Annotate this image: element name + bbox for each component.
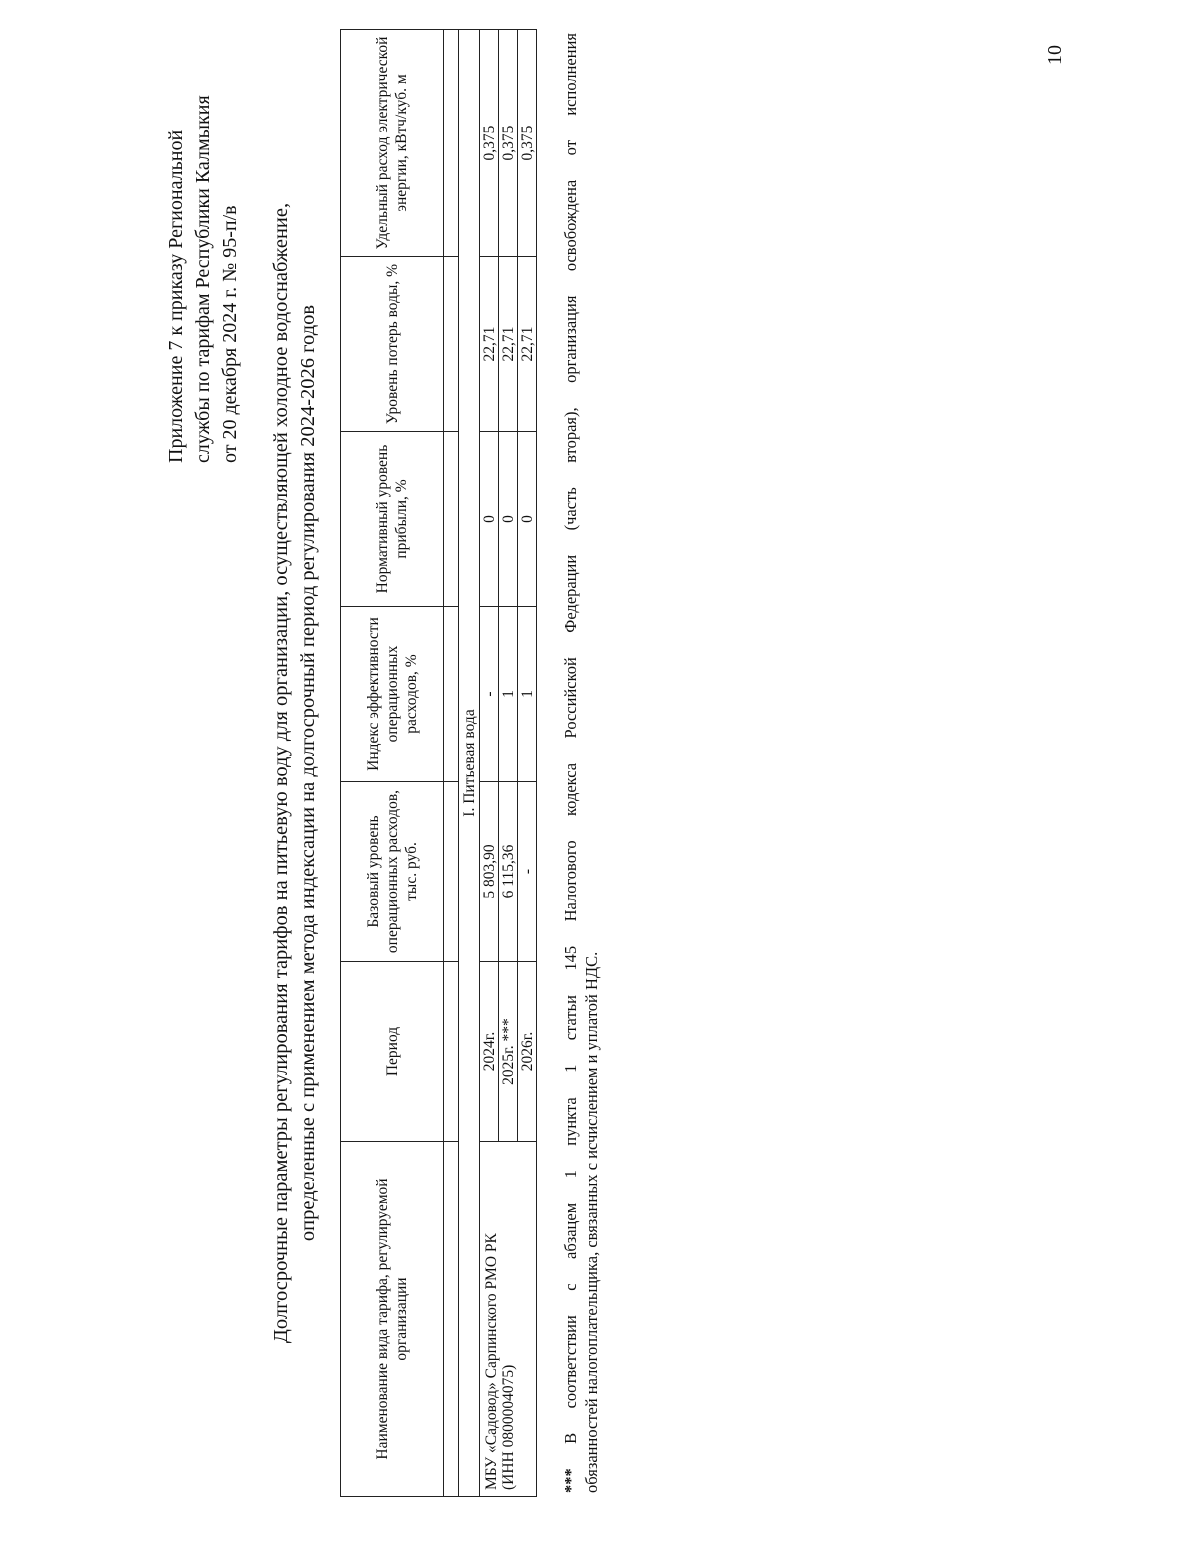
header-name: Наименование вида тарифа, регулируемой организации [341, 1142, 444, 1497]
profit-cell: 0 [499, 432, 518, 607]
column-number-cell [444, 30, 459, 257]
approval-line: от 20 декабря 2024 г. № 95-п/в [219, 205, 241, 463]
footnote-line: обязанностей налогоплательщика, связанных с исчислением и уплатой НДС. [582, 951, 601, 1493]
column-number-row [444, 30, 459, 1497]
title-line: определенные с применением метода индексации на долгосрочный период регулирования 2024-2026 годов [297, 304, 319, 1242]
header-efficiency: Индекс эффективности операционных расходов, % [341, 607, 444, 782]
section-title: I. Питьевая вода [459, 30, 480, 1497]
table-row [480, 30, 499, 1497]
efficiency-cell: 1 [499, 607, 518, 782]
period-cell: 2024г. [480, 962, 499, 1142]
document-title [268, 53, 322, 1493]
efficiency-cell: 1 [518, 607, 537, 782]
losses-cell: 22,71 [518, 257, 537, 432]
profit-cell: 0 [480, 432, 499, 607]
organization-name: МБУ «Садовод» Сарпинского РМО РК [483, 1233, 500, 1490]
losses-cell: 22,71 [480, 257, 499, 432]
period-cell: 2025г. *** [499, 962, 518, 1142]
table-header-row [341, 30, 444, 1497]
column-number-cell [444, 607, 459, 782]
efficiency-cell: - [480, 607, 499, 782]
approval-block [163, 33, 244, 463]
energy-cell: 0,375 [499, 30, 518, 257]
column-number-cell [444, 962, 459, 1142]
organization-inn: (ИНН 0800004075) [500, 1364, 517, 1490]
approval-line: службы по тарифам Республики Калмыкия [192, 95, 214, 463]
footnote-text: В соответствии с абзацем 1 пункта 1 статьи 145 Налогового кодекса Российской Федерации (часть вторая), организация освобождена от исполнения [561, 33, 580, 1444]
tariff-parameters-table [340, 29, 537, 1497]
header-energy: Удельный расход электрической энергии, кВтч/куб. м [341, 30, 444, 257]
column-number-cell [444, 1142, 459, 1497]
losses-cell: 22,71 [499, 257, 518, 432]
header-base-level: Базовый уровень операционных расходов, тыс. руб. [341, 782, 444, 962]
profit-cell: 0 [518, 432, 537, 607]
footnote [560, 33, 602, 1493]
period-cell: 2026г. [518, 962, 537, 1142]
approval-line: Приложение 7 к приказу Региональной [165, 129, 187, 463]
column-number-cell [444, 432, 459, 607]
header-period: Период [341, 962, 444, 1142]
base-level-cell: 6 115,36 [499, 782, 518, 962]
base-level-cell: - [518, 782, 537, 962]
organization-cell [480, 1142, 537, 1497]
energy-cell: 0,375 [480, 30, 499, 257]
column-number-cell [444, 257, 459, 432]
section-row [459, 30, 480, 1497]
column-number-cell [444, 782, 459, 962]
footnote-marker: *** [561, 1468, 580, 1493]
header-profit: Нормативный уровень прибыли, % [341, 432, 444, 607]
title-line: Долгосрочные параметры регулирования тарифов на питьевую воду для организации, осуществляющей холодное водоснабжение, [270, 202, 292, 1344]
page-number: 10 [1044, 45, 1066, 65]
energy-cell: 0,375 [518, 30, 537, 257]
base-level-cell: 5 803,90 [480, 782, 499, 962]
footnote-line [560, 33, 581, 1493]
header-losses: Уровень потерь воды, % [341, 257, 444, 432]
